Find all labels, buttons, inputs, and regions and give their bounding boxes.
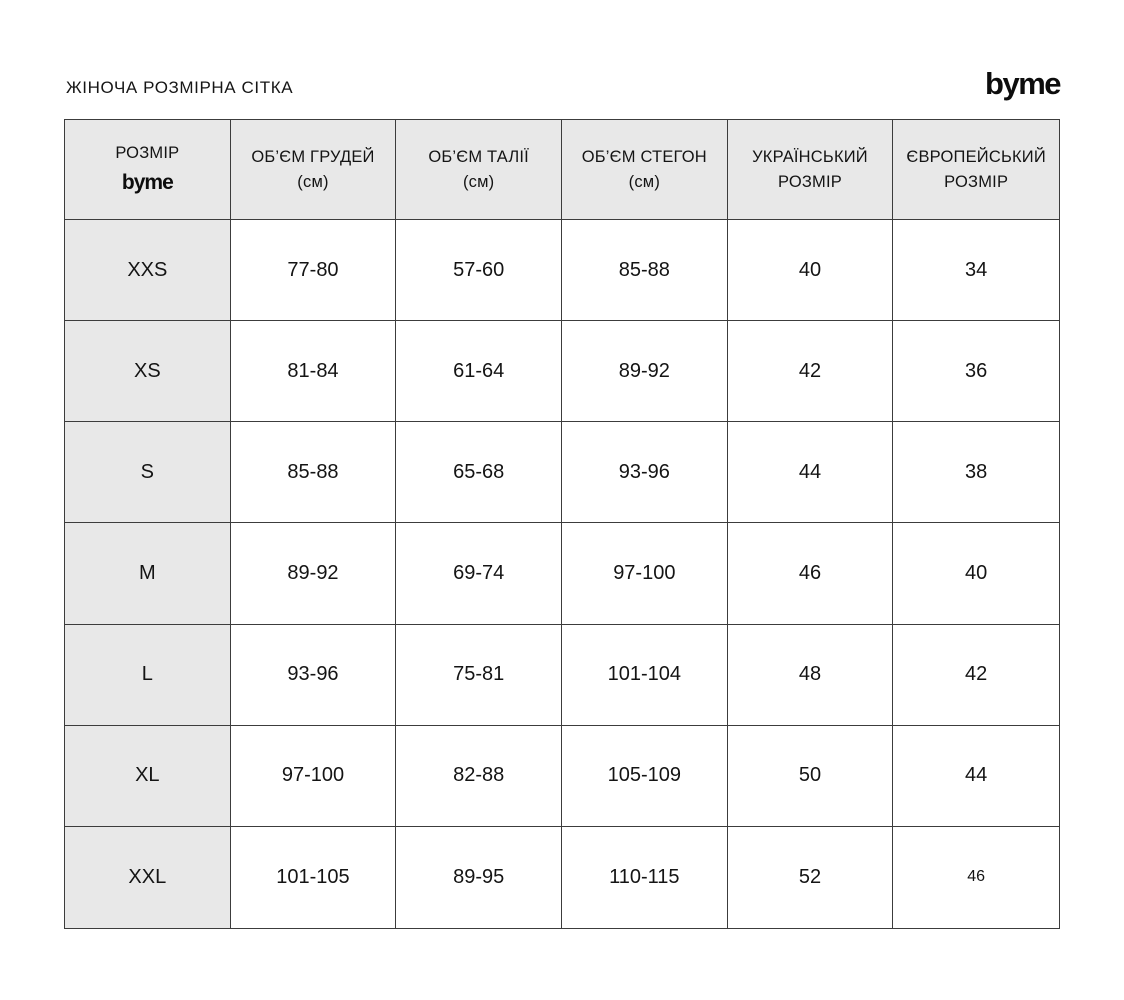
header-chest-label: ОБ’ЄМ ГРУДЕЙ bbox=[251, 147, 375, 166]
row-m-chest: 89-92 bbox=[231, 523, 397, 624]
row-xxl-chest: 101-105 bbox=[231, 827, 397, 928]
row-xxs-waist: 57-60 bbox=[396, 220, 562, 321]
header-waist-unit: (см) bbox=[462, 172, 495, 191]
page-title: ЖІНОЧА РОЗМІРНА СІТКА bbox=[66, 78, 294, 97]
header-hips-unit: (см) bbox=[628, 172, 661, 191]
row-xs-ua-size: 42 bbox=[728, 321, 894, 422]
row-xs-eu-size: 36 bbox=[893, 321, 1059, 422]
row-l-eu-size: 42 bbox=[893, 625, 1059, 726]
header-size-label: РОЗМІР bbox=[115, 143, 180, 162]
header-chest-unit: (см) bbox=[297, 172, 329, 191]
row-xs-size-label: XS bbox=[65, 321, 231, 422]
row-xxl-size-label: XXL bbox=[65, 827, 231, 928]
row-s-chest: 85-88 bbox=[231, 422, 397, 523]
header-eu-label2: РОЗМІР bbox=[944, 172, 1009, 191]
row-xxl-waist: 89-95 bbox=[396, 827, 562, 928]
header-eu-label: ЄВРОПЕЙСЬКИЙ bbox=[906, 147, 1046, 166]
row-xxl-hips: 110-115 bbox=[562, 827, 728, 928]
row-s-eu-size: 38 bbox=[893, 422, 1059, 523]
row-xs-hips: 89-92 bbox=[562, 321, 728, 422]
row-l-waist: 75-81 bbox=[396, 625, 562, 726]
brand-logo-small: byme bbox=[121, 170, 173, 194]
row-m-size-label: M bbox=[65, 523, 231, 624]
header-cell-ua-size bbox=[728, 120, 894, 220]
header-ua-label: УКРАЇНСЬКИЙ bbox=[752, 147, 868, 166]
row-xxl-ua-size: 52 bbox=[728, 827, 894, 928]
row-xl-hips: 105-109 bbox=[562, 726, 728, 827]
row-xs-waist: 61-64 bbox=[396, 321, 562, 422]
row-xl-eu-size: 44 bbox=[893, 726, 1059, 827]
row-xs-chest: 81-84 bbox=[231, 321, 397, 422]
row-l-hips: 101-104 bbox=[562, 625, 728, 726]
row-m-ua-size: 46 bbox=[728, 523, 894, 624]
row-m-eu-size: 40 bbox=[893, 523, 1059, 624]
header-cell-chest bbox=[231, 120, 397, 220]
brand-logo: byme bbox=[985, 66, 1060, 101]
row-xxs-size-label: XXS bbox=[65, 220, 231, 321]
row-xxl-eu-size: 46 bbox=[967, 868, 986, 886]
row-l-chest: 93-96 bbox=[231, 625, 397, 726]
row-l-ua-size: 48 bbox=[728, 625, 894, 726]
header-hips-label: ОБ’ЄМ СТЕГОН bbox=[581, 147, 707, 166]
header-cell-waist bbox=[396, 120, 562, 220]
header-cell-eu-size bbox=[893, 120, 1059, 220]
row-m-hips: 97-100 bbox=[562, 523, 728, 624]
row-s-ua-size: 44 bbox=[728, 422, 894, 523]
row-xl-chest: 97-100 bbox=[231, 726, 397, 827]
row-xxs-hips: 85-88 bbox=[562, 220, 728, 321]
row-xl-ua-size: 50 bbox=[728, 726, 894, 827]
row-xl-size-label: XL bbox=[65, 726, 231, 827]
header-ua-label2: РОЗМІР bbox=[778, 172, 842, 191]
row-xxs-eu-size: 34 bbox=[893, 220, 1059, 321]
row-m-waist: 69-74 bbox=[396, 523, 562, 624]
header-waist-label: ОБ’ЄМ ТАЛІЇ bbox=[428, 147, 529, 166]
row-s-waist: 65-68 bbox=[396, 422, 562, 523]
size-table bbox=[64, 119, 1060, 929]
header-cell-hips bbox=[562, 120, 728, 220]
row-xl-waist: 82-88 bbox=[396, 726, 562, 827]
row-xxs-ua-size: 40 bbox=[728, 220, 894, 321]
row-s-hips: 93-96 bbox=[562, 422, 728, 523]
row-s-size-label: S bbox=[65, 422, 231, 523]
row-l-size-label: L bbox=[65, 625, 231, 726]
row-xxs-chest: 77-80 bbox=[231, 220, 397, 321]
header-cell-size bbox=[65, 120, 231, 220]
